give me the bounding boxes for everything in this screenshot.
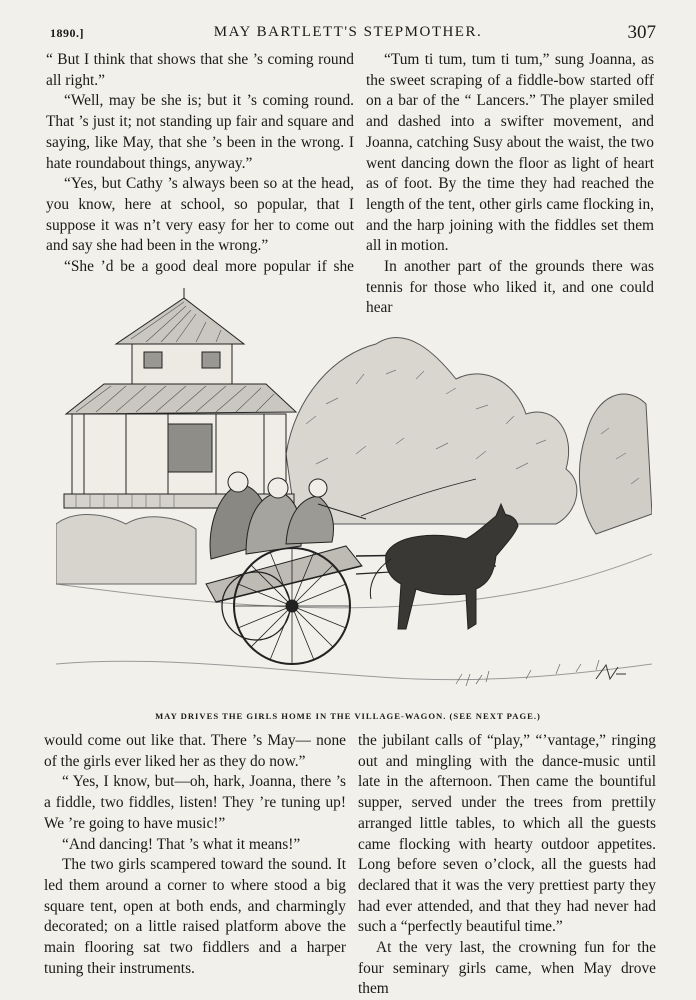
page-number: 307 — [627, 22, 656, 43]
running-title: MAY BARTLETT'S STEPMOTHER. — [213, 24, 483, 40]
paragraph: would come out like that. There ’s May— none of the girls ever liked her as they do now.” — [44, 732, 346, 770]
paragraph: the jubilant calls of “play,” “’vantage,” ringing out and mingling with the dance-music until late in the afternoon. Then came the bountiful supper, served under the trees from prettily arranged little tables, to which all the guests came flocking with hearty outdoor appetites. Long before seven o’clock, all the guests had declared that it was the very prettiest party they had ever attended, and that they had never had such a “perfectly beautiful time.” — [358, 732, 656, 936]
bottom-right-column — [358, 731, 656, 1000]
paragraph: “Yes, but Cathy ’s always been so at the head, you know, here at school, so popular, that I suppose it was n’t very easy for her to come out and say she had been in the wrong.” — [46, 175, 354, 255]
paragraph: “She ’d be a good deal more popular if she — [64, 258, 354, 276]
artist-signature — [596, 665, 626, 679]
illustration-caption: MAY DRIVES THE GIRLS HOME IN THE VILLAGE-WAGON. (SEE NEXT PAGE.) — [155, 711, 541, 721]
wagon-illustration — [56, 284, 652, 702]
paragraph: “Tum ti tum, tum ti tum,” sung Joanna, as the sweet scraping of a fiddle-bow started off on a bar of the “ Lancers.” The player smiled and dashed into a swifter movement, and Joanna, catching Susy about the waist, the two went dancing down the floor as light of heart as of foot. By the time they had reached the length of the tent, other girls came flocking in, and the harp joining with the fiddles set them all in motion. — [366, 51, 654, 255]
paragraph: “ Yes, I know, but—oh, hark, Joanna, there ’s a fiddle, two fiddles, listen! They ’re tuning up! We ’re going to have music!” — [44, 773, 346, 832]
paragraph: “ But I think that shows that she ’s coming round all right.” — [46, 51, 354, 89]
shrubs — [56, 515, 196, 584]
top-right-column — [366, 50, 654, 319]
bottom-left-column — [44, 731, 346, 979]
pavilion-building — [64, 288, 296, 508]
paragraph: At the very last, the crowning fun for the four seminary girls came, when May drove them — [358, 939, 656, 998]
paragraph: In another part of the grounds there was tennis for those who liked it, and one could hear — [366, 258, 654, 317]
paragraph: “And dancing! That ’s what it means!” — [62, 835, 301, 853]
top-left-column — [46, 50, 354, 278]
tree-foliage — [286, 337, 577, 524]
header-year: 1890.] — [50, 26, 84, 40]
paragraph: The two girls scampered toward the sound. It led them around a corner to where stood a big square tent, open at both ends, and charmingly decorated; on a little raised platform above the main flooring sat two fiddlers and a harper tuning their instruments. — [44, 856, 346, 977]
tree-foliage-right — [579, 394, 652, 534]
paragraph: “Well, may be she is; but it ’s coming round. That ’s just it; not standing up fair and square and saying, like May, that she ’s been in the wrong. I hate roundabout things, anyway.” — [46, 92, 354, 172]
